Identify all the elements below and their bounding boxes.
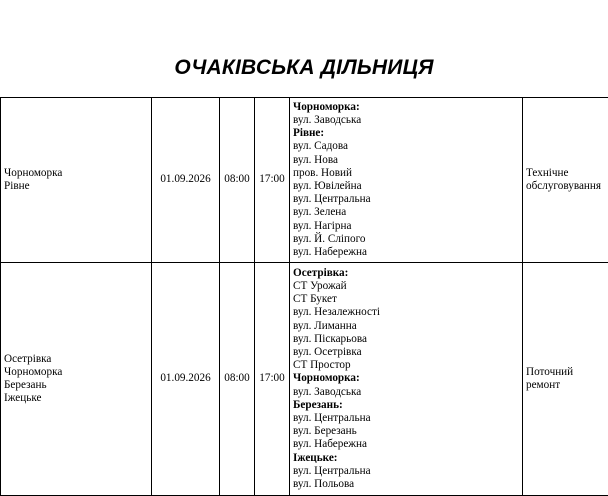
address-line: вул. Піскарьова [293, 333, 519, 346]
settlement-heading: Осетрівка: [293, 267, 519, 280]
work-type-cell [523, 263, 608, 496]
settlement-name: Чорноморка [4, 366, 148, 379]
date-cell: 01.09.2026 [152, 98, 220, 263]
settlement-name: Березань [4, 379, 148, 392]
settlement-heading: Іжецьке: [293, 452, 519, 465]
address-line: вул. Нагірна [293, 220, 519, 233]
settlements-cell [1, 98, 152, 263]
address-line: вул. Березань [293, 425, 519, 438]
addresses-cell [290, 98, 523, 263]
settlement-name: Осетрівка [4, 353, 148, 366]
address-line: вул. Набережна [293, 246, 519, 259]
table-row [1, 263, 608, 496]
address-line: вул. Зелена [293, 206, 519, 219]
settlement-heading: Рівне: [293, 127, 519, 140]
work-type-line: Технічне [526, 167, 606, 180]
address-line: вул. Центральна [293, 412, 519, 425]
address-line: вул. Й. Сліпого [293, 233, 519, 246]
address-line: вул. Садова [293, 140, 519, 153]
address-line: вул. Незалежності [293, 306, 519, 319]
address-line: СТ Урожай [293, 280, 519, 293]
address-line: вул. Центральна [293, 193, 519, 206]
settlement-heading: Березань: [293, 399, 519, 412]
address-line: вул. Заводська [293, 386, 519, 399]
work-type-line: обслуговування [526, 180, 606, 193]
settlement-name: Чорноморка [4, 167, 148, 180]
address-line: пров. Новий [293, 167, 519, 180]
work-type-line: Поточний [526, 366, 606, 379]
date-cell: 01.09.2026 [152, 263, 220, 496]
address-line: вул. Осетрівка [293, 346, 519, 359]
address-line: вул. Лиманна [293, 320, 519, 333]
address-line: вул. Центральна [293, 465, 519, 478]
address-line: вул. Нова [293, 154, 519, 167]
outage-schedule-table [0, 97, 608, 496]
settlement-heading: Чорноморка: [293, 372, 519, 385]
address-line: вул. Набережна [293, 438, 519, 451]
address-line: СТ Простор [293, 359, 519, 372]
settlements-cell [1, 263, 152, 496]
table-row [1, 98, 608, 263]
settlement-heading: Чорноморка: [293, 101, 519, 114]
end-time-cell: 17:00 [255, 263, 290, 496]
start-time-cell: 08:00 [220, 98, 255, 263]
settlement-name: Рівне [4, 180, 148, 193]
address-line: вул. Ювілейна [293, 180, 519, 193]
address-line: вул. Польова [293, 478, 519, 491]
settlement-name: Іжецьке [4, 392, 148, 405]
work-type-cell [523, 98, 608, 263]
address-line: вул. Заводська [293, 114, 519, 127]
end-time-cell: 17:00 [255, 98, 290, 263]
addresses-cell [290, 263, 523, 496]
start-time-cell: 08:00 [220, 263, 255, 496]
address-line: СТ Букет [293, 293, 519, 306]
work-type-line: ремонт [526, 379, 606, 392]
page-title: ОЧАКІВСЬКА ДІЛЬНИЦЯ [0, 56, 608, 80]
